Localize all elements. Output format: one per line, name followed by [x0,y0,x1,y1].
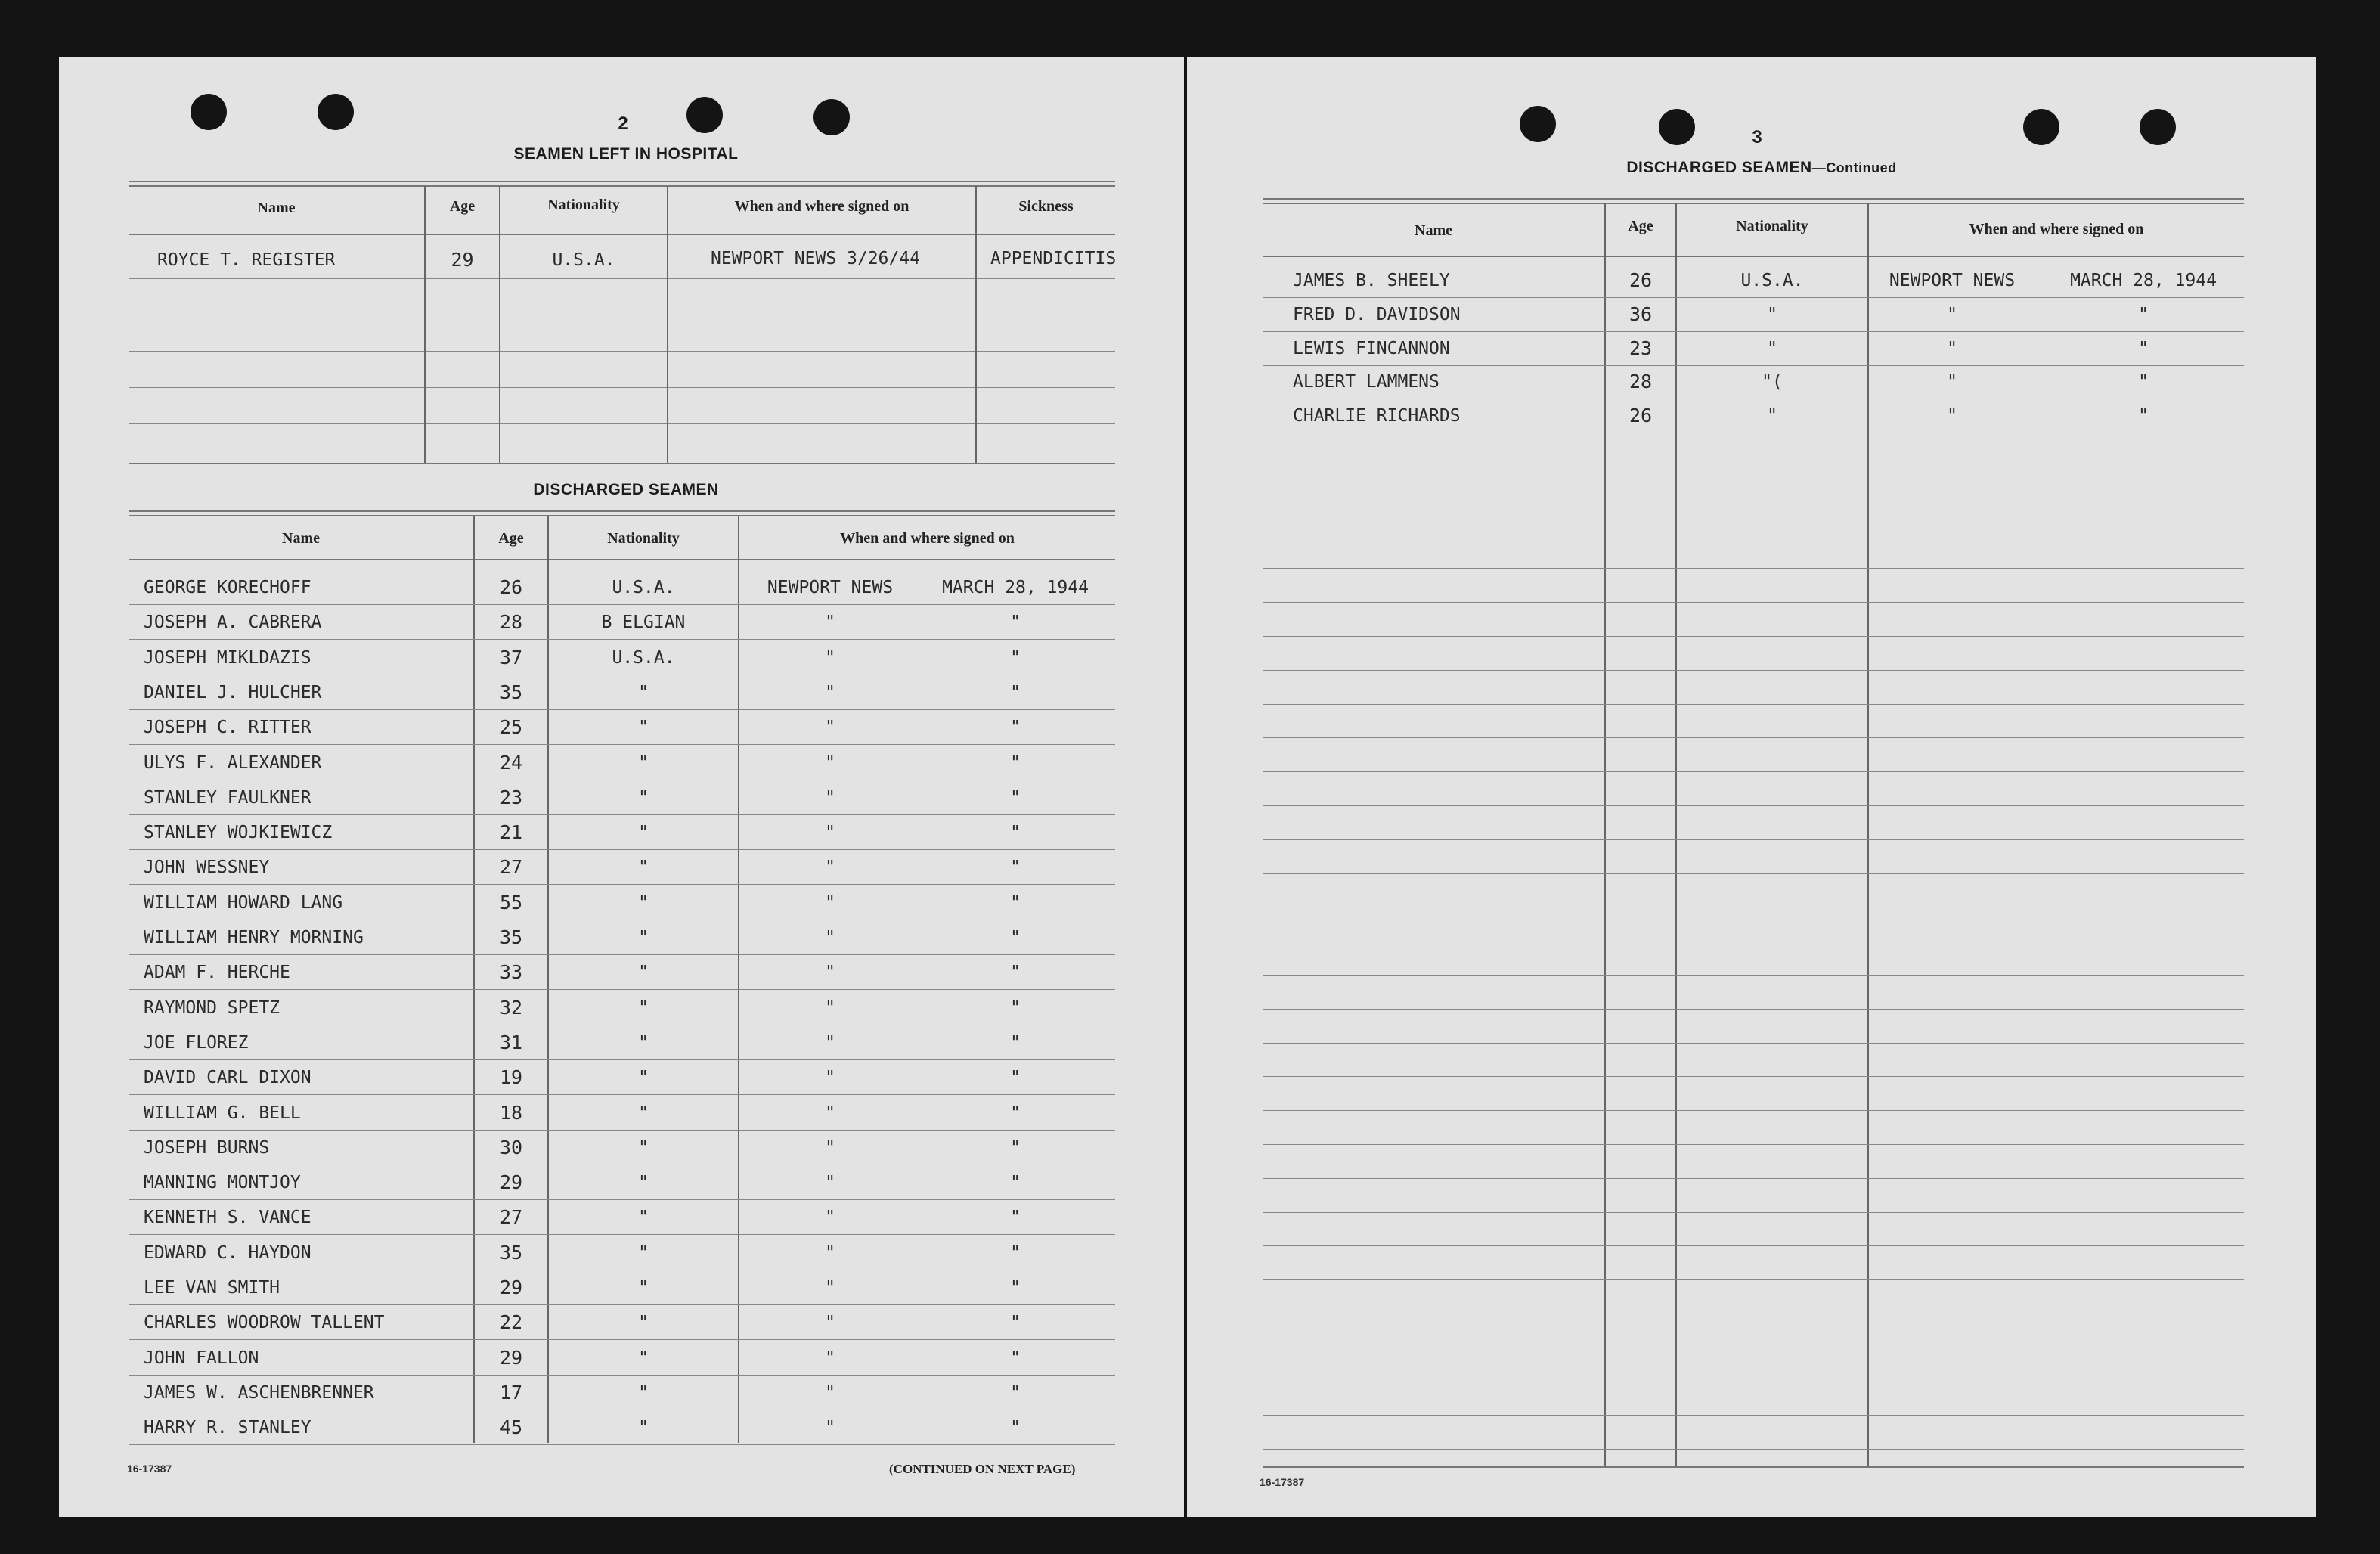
seaman-name: DANIEL J. HULCHER [144,683,322,703]
seaman-nationality: " [638,1348,649,1368]
seaman-nationality: " [638,1138,649,1158]
seaman-age: 26 [499,576,523,598]
hospital-age: 29 [451,249,474,271]
row-rule [1263,1043,2244,1044]
seaman-age: 27 [499,856,523,878]
row-rule [129,709,1115,710]
page-number: 3 [1752,127,1762,147]
row-rule [129,1094,1115,1095]
signed-on-date: " [1010,683,1021,703]
seaman-age: 19 [499,1066,523,1088]
signed-on-place: " [825,788,835,808]
signed-on-place: " [825,928,835,948]
seaman-nationality: " [638,1418,649,1438]
seaman-age: 18 [499,1102,523,1124]
signed-on-date: " [1010,1103,1021,1123]
seaman-age: 28 [1629,371,1653,392]
seaman-age: 22 [499,1311,523,1333]
signed-on-place: " [825,753,835,773]
seaman-age: 30 [499,1137,523,1159]
header-divider [129,234,1115,235]
signed-on-date: " [1010,998,1021,1018]
signed-on-date: " [1010,1383,1021,1403]
seaman-name: JOSEPH BURNS [144,1138,270,1158]
signed-on-date: " [1010,893,1021,913]
header-divider [129,559,1115,560]
row-rule [129,744,1115,745]
row-rule [1263,1245,2244,1246]
header-nationality: Nationality [607,530,680,547]
table-bottom-border [129,463,1115,464]
seaman-name: WILLIAM HOWARD LANG [144,893,343,913]
signed-on-place: NEWPORT NEWS [1889,271,2016,290]
seaman-nationality: " [638,718,649,737]
table-top-border [1263,203,2244,204]
column-divider [975,186,977,463]
seaman-name: JOHN FALLON [144,1348,259,1368]
header-age: Age [449,198,476,215]
seaman-age: 35 [499,1242,523,1264]
row-rule [129,1199,1115,1200]
signed-on-date: " [1010,648,1021,668]
seaman-name: EDWARD C. HAYDON [144,1243,311,1263]
hospital-name: ROYCE T. REGISTER [157,250,336,270]
signed-on-date: " [1010,718,1021,737]
seaman-nationality: " [1767,305,1777,324]
signed-on-date: " [1010,928,1021,948]
table-top-border [129,181,1115,182]
row-rule [129,814,1115,815]
seaman-name: CHARLES WOODROW TALLENT [144,1313,385,1332]
page-number: 2 [618,113,628,134]
seaman-name: ADAM F. HERCHE [144,963,290,982]
seaman-nationality: " [638,1383,649,1403]
signed-on-date: " [1010,1138,1021,1158]
row-rule [129,1130,1115,1131]
seaman-name: FRED D. DAVIDSON [1293,305,1461,324]
seaman-age: 28 [499,611,523,633]
header-signed-on: When and where signed on [734,198,910,215]
seaman-age: 55 [499,892,523,913]
row-rule [1263,1009,2244,1010]
seaman-nationality: " [638,1243,649,1263]
signed-on-place: " [825,683,835,703]
seaman-age: 35 [499,926,523,948]
seaman-name: DAVID CARL DIXON [144,1068,311,1087]
row-rule [1263,1415,2244,1416]
row-rule [1263,737,2244,738]
signed-on-date: " [1010,858,1021,877]
binder-hole [813,99,850,135]
signed-on-place: " [825,1138,835,1158]
seaman-name: JOE FLOREZ [144,1033,249,1053]
seaman-age: 37 [499,647,523,668]
signed-on-place: " [825,1033,835,1053]
seaman-nationality: " [1767,406,1777,426]
signed-on-place: " [825,1313,835,1332]
signed-on-place: " [825,1383,835,1403]
seaman-nationality: "( [1762,372,1783,392]
signed-on-place: " [825,998,835,1018]
signed-on-date: " [1010,1033,1021,1053]
row-rule [129,849,1115,850]
row-rule [1263,704,2244,705]
seaman-name: MANNING MONTJOY [144,1173,301,1193]
signed-on-place: " [825,1348,835,1368]
seaman-age: 29 [499,1276,523,1298]
row-rule [1263,1076,2244,1077]
row-rule [129,884,1115,885]
signed-on-place: " [825,1278,835,1298]
signed-on-date: " [1010,1278,1021,1298]
signed-on-place: " [825,963,835,982]
seaman-age: 32 [499,997,523,1019]
seaman-age: 45 [499,1416,523,1438]
row-rule [1263,1212,2244,1213]
table-top-border [129,515,1115,516]
seaman-nationality: " [638,788,649,808]
seaman-name: WILLIAM HENRY MORNING [144,928,364,948]
seaman-age: 23 [1629,337,1653,359]
row-rule [1263,670,2244,671]
seaman-name: STANLEY FAULKNER [144,788,311,808]
column-divider [499,186,500,463]
signed-on-place: " [825,1208,835,1227]
signed-on-place: " [1947,406,1957,426]
seaman-nationality: " [638,753,649,773]
signed-on-place: " [825,893,835,913]
seaman-name: LEWIS FINCANNON [1293,339,1450,358]
header-signed-on: When and where signed on [1969,221,2144,237]
title-suffix: —Continued [1811,160,1897,175]
signed-on-date: " [2138,305,2149,324]
seaman-name: JAMES B. SHEELY [1293,271,1450,290]
seaman-name: JOHN WESSNEY [144,858,270,877]
seaman-nationality: " [638,928,649,948]
signed-on-place: " [825,1103,835,1123]
row-rule [1263,1144,2244,1145]
header-sickness: Sickness [1018,198,1074,215]
seaman-nationality: " [638,1033,649,1053]
table-top-border [129,185,1115,187]
table-bottom-border [1263,1466,2244,1468]
seaman-name: ULYS F. ALEXANDER [144,753,322,773]
signed-on-date: " [1010,1243,1021,1263]
seaman-name: RAYMOND SPETZ [144,998,280,1018]
header-age: Age [1628,218,1653,234]
seaman-name: JOSEPH C. RITTER [144,718,311,737]
hospital-section-title: SEAMEN LEFT IN HOSPITAL [513,145,739,163]
column-divider [667,186,668,463]
hospital-sickness: APPENDICITIS [990,249,1117,268]
seaman-nationality: " [1767,339,1777,358]
column-divider [1604,203,1606,1466]
seaman-nationality: B ELGIAN [601,613,686,632]
continued-note: (CONTINUED ON NEXT PAGE) [889,1462,1076,1476]
signed-on-date: " [1010,1313,1021,1332]
column-divider [1675,203,1677,1466]
header-signed-on: When and where signed on [840,530,1015,547]
row-rule [129,604,1115,605]
signed-on-place: " [1947,372,1957,392]
row-rule [129,639,1115,640]
row-rule [129,1304,1115,1305]
signed-on-date: " [2138,372,2149,392]
binder-hole [2023,109,2059,145]
row-rule [1263,365,2244,366]
signed-on-date: MARCH 28, 1944 [942,578,1089,597]
row-rule [129,1234,1115,1235]
row-rule [129,954,1115,955]
form-number: 16-17387 [127,1462,172,1475]
signed-on-place: " [825,823,835,842]
seaman-name: WILLIAM G. BELL [144,1103,301,1123]
seaman-nationality: " [638,1068,649,1087]
seaman-age: 29 [499,1171,523,1193]
seaman-nationality: U.S.A. [612,648,675,668]
seaman-name: CHARLIE RICHARDS [1293,406,1461,426]
seaman-nationality: " [638,1278,649,1298]
table-top-border [1263,198,2244,200]
signed-on-place: " [825,1418,835,1438]
seaman-age: 33 [499,961,523,983]
row-rule [129,278,1115,279]
row-rule [129,1339,1115,1340]
signed-on-place: NEWPORT NEWS [767,578,894,597]
header-name: Name [257,200,296,216]
seaman-nationality: " [638,683,649,703]
signed-on-place: " [825,1173,835,1193]
row-rule [1263,975,2244,976]
hospital-signed-on: NEWPORT NEWS 3/26/44 [711,249,920,268]
signed-on-date: " [1010,1418,1021,1438]
signed-on-date: " [1010,753,1021,773]
seaman-age: 25 [499,716,523,738]
seaman-age: 36 [1629,303,1653,325]
header-name: Name [1415,222,1452,239]
signed-on-place: " [1947,305,1957,324]
signed-on-place: " [825,613,835,632]
header-age: Age [498,530,524,547]
seaman-age: 23 [499,786,523,808]
row-rule [1263,602,2244,603]
row-rule [1263,805,2244,806]
seaman-name: KENNETH S. VANCE [144,1208,311,1227]
row-rule [1263,1449,2244,1450]
signed-on-date: " [1010,613,1021,632]
seaman-age: 21 [499,821,523,843]
seaman-age: 26 [1629,405,1653,426]
signed-on-date: " [1010,1208,1021,1227]
binder-hole [686,97,723,133]
row-rule [1263,568,2244,569]
seaman-name: GEORGE KORECHOFF [144,578,311,597]
signed-on-date: " [2138,406,2149,426]
row-rule [129,423,1115,424]
seaman-age: 35 [499,681,523,703]
seaman-name: JOSEPH MIKLDAZIS [144,648,311,668]
row-rule [129,1444,1115,1445]
row-rule [1263,873,2244,874]
header-divider [1263,256,2244,257]
section-title [1436,159,2087,177]
signed-on-place: " [825,648,835,668]
seaman-age: 24 [499,752,523,774]
hospital-nationality: U.S.A. [552,250,615,270]
seaman-nationality: " [638,823,649,842]
row-rule [129,1059,1115,1060]
row-rule [1263,331,2244,332]
seaman-age: 31 [499,1031,523,1053]
row-rule [1263,771,2244,772]
title-main: DISCHARGED SEAMEN [1626,159,1812,176]
form-number: 16-17387 [1260,1476,1305,1488]
seaman-nationality: " [638,963,649,982]
row-rule [1263,839,2244,840]
left-page [59,57,1184,1517]
signed-on-date: " [1010,1173,1021,1193]
row-rule [129,351,1115,352]
signed-on-date: " [1010,788,1021,808]
signed-on-date: MARCH 28, 1944 [2070,271,2217,290]
signed-on-date: " [1010,1348,1021,1368]
seaman-name: JOSEPH A. CABRERA [144,613,322,632]
seaman-nationality: " [638,1173,649,1193]
signed-on-place: " [1947,339,1957,358]
row-rule [1263,1110,2244,1111]
seaman-age: 27 [499,1206,523,1228]
header-nationality: Nationality [547,197,620,213]
seaman-nationality: " [638,1103,649,1123]
seaman-nationality: U.S.A. [1740,271,1804,290]
seaman-nationality: " [638,858,649,877]
signed-on-place: " [825,858,835,877]
row-rule [129,989,1115,990]
seaman-name: ALBERT LAMMENS [1293,372,1439,392]
column-divider [424,186,426,463]
seaman-age: 26 [1629,269,1653,291]
seaman-name: STANLEY WOJKIEWICZ [144,823,333,842]
row-rule [1263,636,2244,637]
row-rule [1263,1279,2244,1280]
binder-hole [191,94,227,130]
seaman-nationality: " [638,998,649,1018]
seaman-age: 17 [499,1382,523,1404]
binder-hole [318,94,354,130]
seaman-nationality: " [638,893,649,913]
seaman-name: HARRY R. STANLEY [144,1418,311,1438]
row-rule [1263,297,2244,298]
seaman-age: 29 [499,1347,523,1369]
binder-hole [1520,106,1556,142]
signed-on-date: " [1010,823,1021,842]
row-rule [129,1375,1115,1376]
column-divider [1867,203,1869,1466]
seaman-name: JAMES W. ASCHENBRENNER [144,1383,374,1403]
seaman-nationality: " [638,1208,649,1227]
signed-on-date: " [1010,963,1021,982]
seaman-nationality: " [638,1313,649,1332]
binder-hole [1659,109,1695,145]
right-page [1187,57,2316,1517]
seaman-name: LEE VAN SMITH [144,1278,280,1298]
signed-on-date: " [1010,1068,1021,1087]
row-rule [1263,1178,2244,1179]
signed-on-place: " [825,718,835,737]
signed-on-place: " [825,1243,835,1263]
header-nationality: Nationality [1736,218,1808,234]
seaman-nationality: U.S.A. [612,578,675,597]
header-name: Name [282,530,320,547]
row-rule [129,387,1115,388]
signed-on-date: " [2138,339,2149,358]
table-top-border [129,510,1115,512]
binder-hole [2140,109,2176,145]
signed-on-place: " [825,1068,835,1087]
discharged-section-title: DISCHARGED SEAMEN [533,481,719,498]
